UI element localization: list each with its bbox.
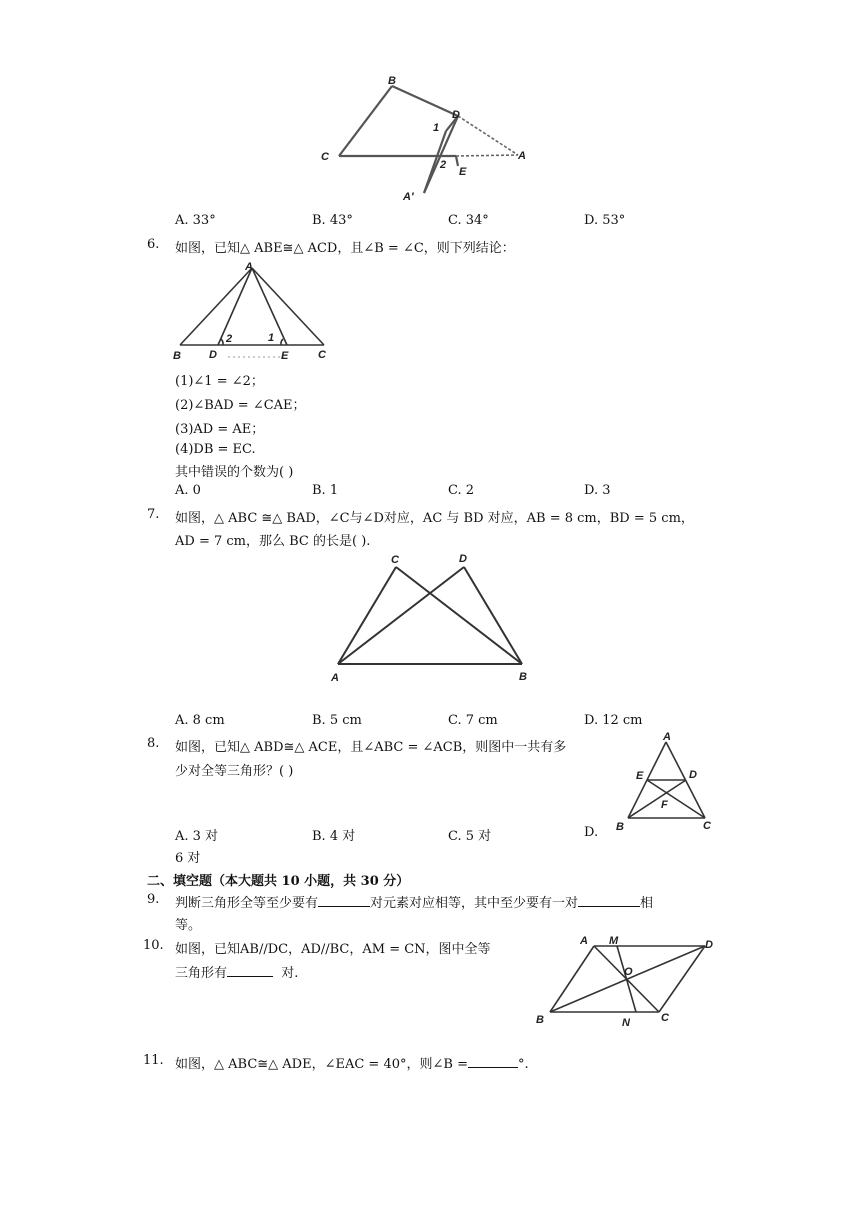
q5-option-b: B. 43° xyxy=(312,213,353,228)
q8-option-a: A. 3 对 xyxy=(175,829,219,844)
q8-option-b: B. 4 对 xyxy=(312,829,356,844)
q6-label-b: B xyxy=(173,350,181,362)
q6-label-e: E xyxy=(281,350,289,362)
q6-option-b: B. 1 xyxy=(312,483,339,498)
q5-option-c: C. 34° xyxy=(448,213,489,228)
q6-option-a: A. 0 xyxy=(175,483,201,498)
q6-label-a: A xyxy=(245,261,253,273)
q6-question: 其中错误的个数为( ) xyxy=(175,465,294,480)
q5-label-d: D xyxy=(452,109,460,121)
q11-line xyxy=(175,1053,529,1072)
q5-label-1: 1 xyxy=(433,122,440,134)
q5-option-d: D. 53° xyxy=(584,213,626,228)
q10-label-a: A xyxy=(580,935,588,947)
q10-label-d: D xyxy=(705,939,713,951)
q11-text-b: °. xyxy=(517,1057,529,1072)
q6-conclusion-2: (2)∠BAD = ∠CAE； xyxy=(175,398,306,413)
q7-label-a: A xyxy=(331,672,339,684)
q10-label-n: N xyxy=(622,1017,630,1029)
q6-conclusion-1: (1)∠1 = ∠2； xyxy=(175,374,264,389)
q6-label-d: D xyxy=(209,349,217,361)
q9-text-b: 对元素对应相等，其中至少要有一对 xyxy=(370,896,579,911)
q11-blank[interactable] xyxy=(468,1055,518,1068)
q7-option-d: D. 12 cm xyxy=(584,713,643,728)
q6-option-c: C. 2 xyxy=(448,483,475,498)
q8-label-a: A xyxy=(663,731,671,743)
q5-label-b: B xyxy=(388,75,396,87)
q8-number: 8. xyxy=(147,736,160,751)
q11-number: 11. xyxy=(143,1053,164,1068)
section-title: 二、填空题（本大题共 10 小题，共 30 分） xyxy=(147,874,410,889)
q10-line1: 如图，已知AB//DC，AD//BC，AM = CN，图中全等 xyxy=(175,942,491,957)
q6-option-d: D. 3 xyxy=(584,483,611,498)
q7-stem-line1: 如图，△ ABC ≅△ BAD，∠C与∠D对应，AC 与 BD 对应，AB = 8 cm，BD = 5 cm， xyxy=(175,511,694,526)
q9-number: 9. xyxy=(147,892,160,907)
q8-stem-line2: 少对全等三角形？( ) xyxy=(175,764,294,779)
q10-label-c: C xyxy=(661,1012,669,1024)
q11-text-a: 如图，△ ABC≅△ ADE，∠EAC = 40°，则∠B = xyxy=(175,1057,468,1072)
q5-label-e: E xyxy=(459,166,467,178)
q9-line2: 等。 xyxy=(175,918,202,933)
q5-label-c: C xyxy=(321,151,329,163)
q8-stem-line1: 如图，已知△ ABD≅△ ACE，且∠ABC = ∠ACB，则图中一共有多 xyxy=(175,740,567,755)
q7-stem-line2: AD = 7 cm，那么 BC 的长是( ). xyxy=(175,534,371,549)
q6-stem: 如图，已知△ ABE≅△ ACD，且∠B = ∠C，则下列结论： xyxy=(175,241,515,256)
q10-label-b: B xyxy=(536,1014,544,1026)
q6-conclusion-4: (4)DB = EC. xyxy=(175,442,256,457)
q7-number: 7. xyxy=(147,507,160,522)
q5-label-2: 2 xyxy=(440,159,447,171)
q7-label-b: B xyxy=(519,671,527,683)
q6-conclusion-3: (3)AD = AE； xyxy=(175,422,265,437)
q6-label-c: C xyxy=(318,349,326,361)
q9-text-a: 判断三角形全等至少要有 xyxy=(175,896,319,911)
q7-label-d: D xyxy=(459,553,467,565)
q8-option-d: D. xyxy=(584,825,599,840)
q8-label-d: D xyxy=(689,769,697,781)
q8-option-d-cont: 6 对 xyxy=(175,851,201,866)
q10-text-a: 三角形有 xyxy=(175,966,228,981)
q8-option-c: C. 5 对 xyxy=(448,829,492,844)
q6-label-1: 1 xyxy=(268,332,275,344)
q10-number: 10. xyxy=(143,938,164,953)
q7-option-b: B. 5 cm xyxy=(312,713,362,728)
q10-label-o: O xyxy=(624,966,633,978)
q5-label-a: A xyxy=(518,150,526,162)
q5-label-aprime: A′ xyxy=(403,191,414,203)
q8-label-f: F xyxy=(661,799,668,811)
q10-label-m: M xyxy=(609,935,619,947)
q8-label-e: E xyxy=(636,770,644,782)
q7-option-c: C. 7 cm xyxy=(448,713,498,728)
q8-label-b: B xyxy=(616,821,624,833)
q7-option-a: A. 8 cm xyxy=(175,713,225,728)
q6-number: 6. xyxy=(147,237,160,252)
q10-text-b: 对. xyxy=(281,966,299,981)
q7-label-c: C xyxy=(391,554,399,566)
q6-label-2: 2 xyxy=(226,333,233,345)
q5-option-a: A. 33° xyxy=(175,213,216,228)
q8-label-c: C xyxy=(703,820,711,832)
q9-text-c: 相 xyxy=(640,896,654,911)
